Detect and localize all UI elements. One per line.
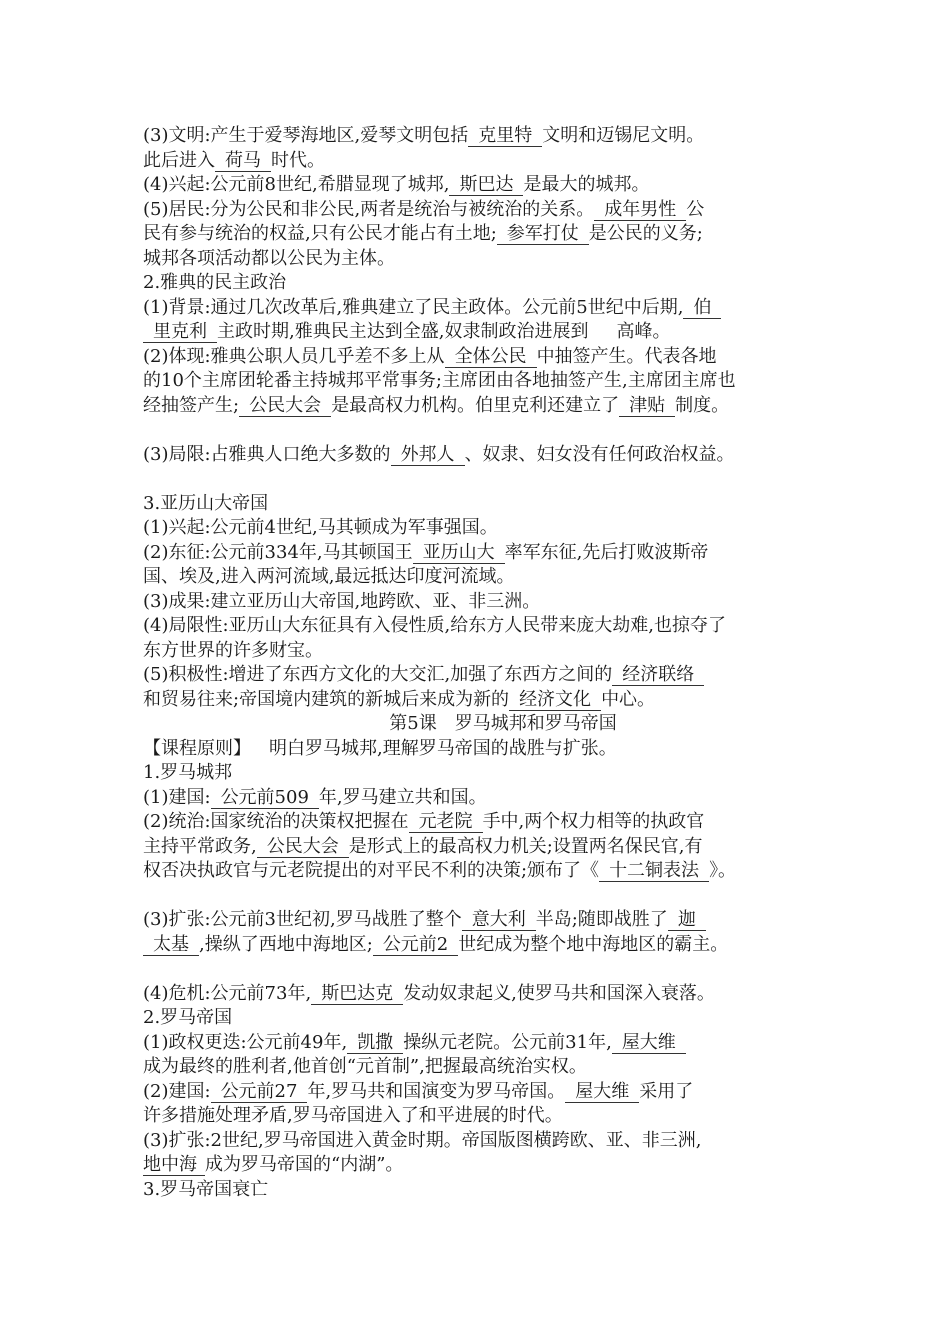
text-line bbox=[143, 810, 823, 835]
text: (1)政权更迭:公元前49年, bbox=[143, 1031, 348, 1053]
text-line bbox=[143, 982, 823, 1007]
answer-blank: 公元前27 bbox=[211, 1081, 308, 1103]
spacer bbox=[143, 957, 823, 982]
text-line bbox=[143, 859, 823, 884]
text: 中心。 bbox=[601, 688, 656, 710]
spacer bbox=[143, 418, 823, 443]
text: 是最高权力机构。伯里克利还建立了 bbox=[331, 394, 620, 416]
text: 经抽签产生; bbox=[143, 394, 240, 416]
text: 中抽签产生。代表各地 bbox=[536, 345, 717, 367]
text: (4)危机:公元前73年, bbox=[143, 982, 312, 1004]
section-title: 2.雅典的民主政治 bbox=[143, 272, 287, 293]
text-line: 东方世界的许多财宝。 bbox=[143, 639, 323, 661]
text-line bbox=[143, 933, 823, 958]
answer-blank: 全体公民 bbox=[445, 346, 537, 368]
text: (4)兴起:公元前8世纪,希腊显现了城邦, bbox=[143, 174, 450, 195]
answer-blank: 克里特 bbox=[468, 125, 542, 147]
answer-blank: 屋大维 bbox=[565, 1081, 639, 1103]
text: 文明和迈锡尼文明。 bbox=[542, 125, 705, 146]
text: (1)建国: bbox=[143, 786, 211, 808]
text-line bbox=[143, 198, 823, 223]
text-line bbox=[143, 320, 823, 345]
text: 年,罗马建立共和国。 bbox=[318, 786, 487, 808]
answer-blank: 斯巴达克 bbox=[311, 983, 403, 1005]
section-title: 3.罗马帝国衰亡 bbox=[143, 1178, 269, 1200]
answer-blank: 公元前509 bbox=[211, 787, 319, 809]
text: 手中,两个权力相等的执政官 bbox=[482, 811, 705, 832]
text-line bbox=[143, 173, 823, 198]
text: 权否决执政官与元老院提出的对平民不利的决策;颁布了《 bbox=[143, 860, 600, 881]
text: 发动奴隶起义,使罗马共和国深入衰落。 bbox=[403, 982, 715, 1004]
answer-blank: 成年男性 bbox=[594, 199, 686, 221]
text: 公 bbox=[686, 198, 705, 220]
text-line bbox=[143, 1153, 823, 1178]
answer-blank: 意大利 bbox=[462, 909, 536, 931]
text: (2)建国: bbox=[143, 1080, 211, 1102]
text: 采用了 bbox=[639, 1080, 694, 1102]
text-line: 城邦各项活动都以公民为主体。 bbox=[143, 247, 395, 269]
text: (2)统治:国家统治的决策权把握在 bbox=[143, 811, 409, 832]
text: 是公民的义务; bbox=[588, 223, 703, 244]
text: 明白罗马城邦,理解罗马帝国的战胜与扩张。 bbox=[269, 737, 617, 759]
text: 世纪成为整个地中海地区的霸主。 bbox=[458, 933, 729, 955]
answer-blank: 元老院 bbox=[409, 811, 483, 833]
text-line bbox=[143, 688, 823, 713]
text-line: 国、埃及,进入两河流域,最远抵达印度河流域。 bbox=[143, 566, 515, 587]
text: 是形式上的最高权力机关;设置两名保民官,有 bbox=[348, 835, 703, 857]
text-line bbox=[143, 222, 823, 247]
text-line bbox=[143, 124, 823, 149]
text-line: 成为最终的胜利者,他首创“元首制”,把握最高统治实权。 bbox=[143, 1056, 587, 1077]
text: 时代。 bbox=[271, 149, 325, 171]
answer-blank: 地中海 bbox=[143, 1154, 205, 1176]
text: (5)积极性:增进了东西方文化的大交汇,加强了东西方之间的 bbox=[143, 664, 613, 685]
answer-blank: 经济文化 bbox=[509, 689, 601, 711]
text-line bbox=[143, 1080, 823, 1105]
answer-blank: 外邦人 bbox=[391, 444, 465, 466]
answer-blank: 经济联络 bbox=[612, 664, 704, 686]
text-line bbox=[143, 786, 823, 811]
answer-blank: 公民大会 bbox=[257, 836, 349, 858]
answer-blank: 公民大会 bbox=[239, 395, 331, 417]
text-line bbox=[143, 541, 823, 566]
answer-blank: 公元前2 bbox=[373, 934, 458, 956]
section-title: 2.罗马帝国 bbox=[143, 1007, 233, 1028]
text: (2)体现:雅典公职人员几乎差不多上从 bbox=[143, 345, 445, 367]
text-line bbox=[143, 737, 823, 762]
text: 成为罗马帝国的“内湖”。 bbox=[205, 1154, 404, 1175]
answer-blank: 太基 bbox=[143, 934, 199, 956]
answer-blank: 迦 bbox=[668, 909, 706, 931]
text: (3)文明:产生于爱琴海地区,爱琴文明包括 bbox=[143, 125, 469, 146]
text: ,操纵了西地中海地区; bbox=[199, 933, 373, 955]
text: (1)背景:通过几次改革后,雅典建立了民主政体。公元前5世纪中后期, bbox=[143, 296, 684, 318]
text: 》。 bbox=[709, 860, 737, 881]
text: 制度。 bbox=[675, 394, 730, 416]
text: (2)东征:公元前334年,马其顿国王 bbox=[143, 541, 413, 563]
text: 年,罗马共和国演变为罗马帝国。 bbox=[307, 1080, 566, 1102]
spacer bbox=[143, 467, 823, 492]
section-title: 1.罗马城邦 bbox=[143, 762, 233, 783]
text: 操纵元老院。公元前31年, bbox=[403, 1031, 612, 1053]
answer-blank: 津贴 bbox=[619, 395, 675, 417]
text: 此后进入 bbox=[143, 149, 215, 171]
principle-label: 【课程原则】 bbox=[143, 737, 251, 759]
text: 主政时期,雅典民主达到全盛,奴隶制政治进展到 bbox=[217, 321, 589, 342]
answer-blank: 参军打仗 bbox=[497, 223, 589, 245]
text-line bbox=[143, 443, 823, 468]
answer-blank: 屋大维 bbox=[612, 1032, 686, 1054]
text-line bbox=[143, 394, 823, 419]
text-line: 的10个主席团轮番主持城邦平常事务;主席团由各地抽签产生,主席团主席也 bbox=[143, 370, 736, 391]
text: (3)扩张:公元前3世纪初,罗马战胜了整个 bbox=[143, 909, 462, 930]
text: 是最大的城邦。 bbox=[523, 174, 650, 195]
text-line bbox=[143, 835, 823, 860]
text: 率军东征,先后打败波斯帝 bbox=[504, 541, 709, 563]
text: 主持平常政务, bbox=[143, 835, 257, 857]
answer-blank: 里克利 bbox=[143, 321, 217, 343]
text: (3)局限:占雅典人口绝大多数的 bbox=[143, 443, 391, 465]
answer-blank: 凯撒 bbox=[347, 1032, 403, 1054]
text-line bbox=[143, 1031, 823, 1056]
answer-blank: 亚历山大 bbox=[413, 542, 505, 564]
answer-blank: 荷马 bbox=[215, 150, 271, 172]
text-line: 许多措施处理矛盾,罗马帝国进入了和平进展的时代。 bbox=[143, 1105, 563, 1126]
text: 和贸易往来;帝国境内建筑的新城后来成为新的 bbox=[143, 688, 510, 710]
text-line bbox=[143, 345, 823, 370]
section-title: 3.亚历山大帝国 bbox=[143, 492, 269, 514]
answer-blank: 斯巴达 bbox=[449, 174, 523, 196]
text-line: (4)局限性:亚历山大东征具有入侵性质,给东方人民带来庞大劫难,也掠夺了 bbox=[143, 615, 727, 636]
text-line bbox=[143, 149, 823, 174]
text: 半岛;随即战胜了 bbox=[535, 909, 668, 930]
text: 高峰。 bbox=[616, 321, 671, 342]
text-line bbox=[143, 908, 823, 933]
text-line: (3)成果:建立亚历山大帝国,地跨欧、亚、非三洲。 bbox=[143, 590, 541, 612]
text-line bbox=[143, 296, 823, 321]
text: (5)居民:分为公民和非公民,两者是统治与被统治的关系。 bbox=[143, 198, 595, 220]
spacer bbox=[143, 884, 823, 909]
text: 民有参与统治的权益,只有公民才能占有土地; bbox=[143, 223, 497, 244]
text-line: (1)兴起:公元前4世纪,马其顿成为军事强国。 bbox=[143, 517, 498, 538]
text: 、奴隶、妇女没有任何政治权益。 bbox=[464, 443, 735, 465]
answer-blank: 伯 bbox=[683, 297, 721, 319]
document-page bbox=[143, 124, 823, 1202]
text-line: (3)扩张:2世纪,罗马帝国进入黄金时期。帝国版图横跨欧、亚、非三洲, bbox=[143, 1129, 702, 1151]
text-line bbox=[143, 663, 823, 688]
answer-blank: 十二铜表法 bbox=[599, 860, 709, 882]
lesson-title: 第5课 罗马城邦和罗马帝国 bbox=[389, 713, 617, 734]
